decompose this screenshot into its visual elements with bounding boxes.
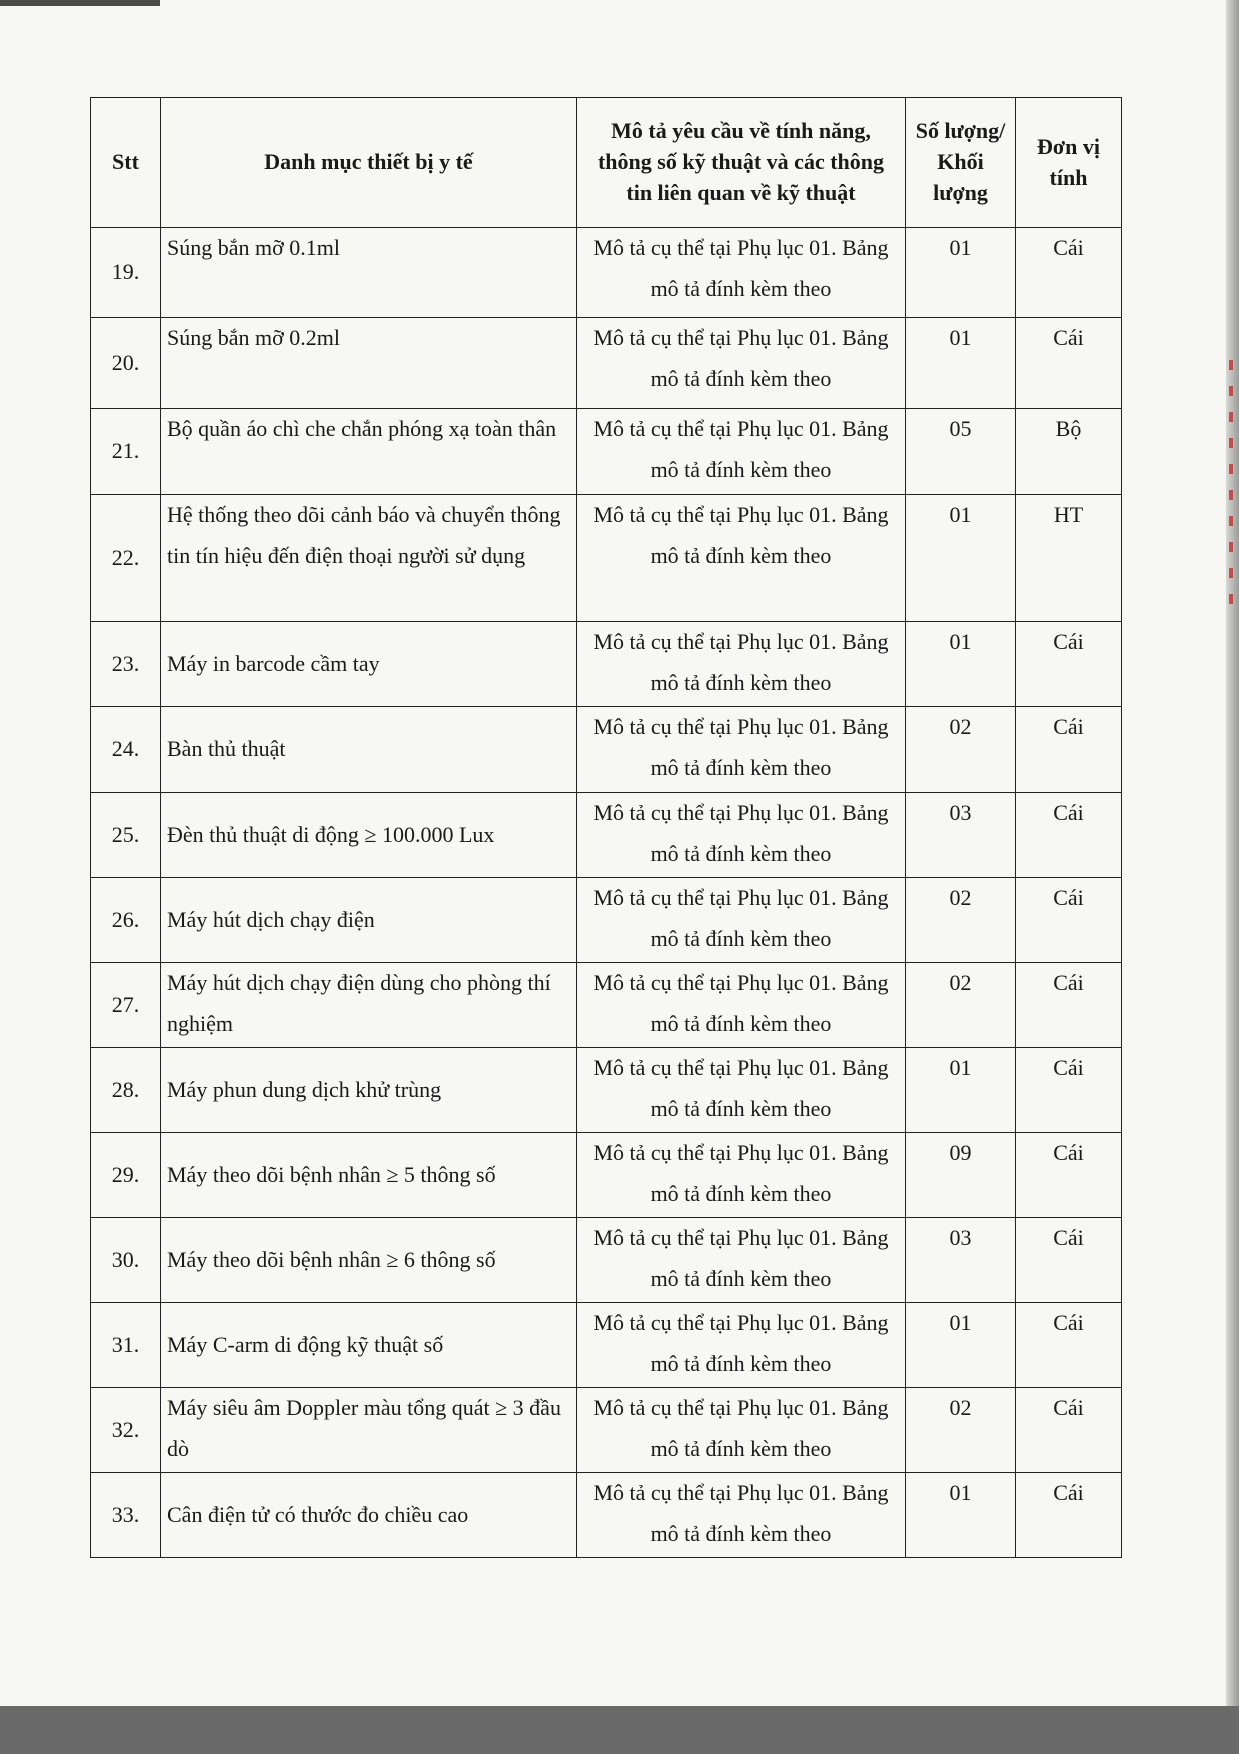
row-quantity: 01 bbox=[906, 318, 1016, 409]
table-row bbox=[91, 318, 1122, 409]
row-device-name: Máy phun dung dịch khử trùng bbox=[161, 1048, 577, 1133]
table-row bbox=[91, 1133, 1122, 1218]
row-description: Mô tả cụ thể tại Phụ lục 01. Bảng mô tả đính kèm theo bbox=[577, 1133, 906, 1218]
row-unit: Cái bbox=[1016, 793, 1122, 878]
row-unit: Cái bbox=[1016, 228, 1122, 318]
row-unit: Cái bbox=[1016, 1218, 1122, 1303]
row-device-name: Máy siêu âm Doppler màu tổng quát ≥ 3 đầu dò bbox=[161, 1388, 577, 1473]
row-quantity: 02 bbox=[906, 707, 1016, 793]
row-device-name: Máy hút dịch chạy điện bbox=[161, 878, 577, 963]
row-description: Mô tả cụ thể tại Phụ lục 01. Bảng mô tả đính kèm theo bbox=[577, 1388, 906, 1473]
row-description: Mô tả cụ thể tại Phụ lục 01. Bảng mô tả đính kèm theo bbox=[577, 1473, 906, 1558]
row-device-name: Bàn thủ thuật bbox=[161, 707, 577, 793]
table-row bbox=[91, 707, 1122, 793]
row-device-name: Cân điện tử có thước đo chiều cao bbox=[161, 1473, 577, 1558]
row-quantity: 02 bbox=[906, 1388, 1016, 1473]
row-device-name: Súng bắn mỡ 0.2ml bbox=[161, 318, 577, 409]
table-row bbox=[91, 1048, 1122, 1133]
row-stt: 24. bbox=[91, 707, 161, 793]
row-quantity: 01 bbox=[906, 1048, 1016, 1133]
row-stt: 28. bbox=[91, 1048, 161, 1133]
row-description: Mô tả cụ thể tại Phụ lục 01. Bảng mô tả đính kèm theo bbox=[577, 707, 906, 793]
row-device-name: Máy in barcode cầm tay bbox=[161, 622, 577, 707]
row-quantity: 03 bbox=[906, 793, 1016, 878]
table-row bbox=[91, 793, 1122, 878]
row-unit: Cái bbox=[1016, 1388, 1122, 1473]
row-stt: 21. bbox=[91, 409, 161, 495]
row-description: Mô tả cụ thể tại Phụ lục 01. Bảng mô tả đính kèm theo bbox=[577, 318, 906, 409]
row-stt: 26. bbox=[91, 878, 161, 963]
row-stt: 32. bbox=[91, 1388, 161, 1473]
row-unit: Cái bbox=[1016, 1303, 1122, 1388]
row-description: Mô tả cụ thể tại Phụ lục 01. Bảng mô tả đính kèm theo bbox=[577, 228, 906, 318]
row-stt: 25. bbox=[91, 793, 161, 878]
table-row bbox=[91, 495, 1122, 622]
header-unit: Đơn vị tính bbox=[1016, 98, 1122, 228]
row-description: Mô tả cụ thể tại Phụ lục 01. Bảng mô tả đính kèm theo bbox=[577, 409, 906, 495]
row-quantity: 03 bbox=[906, 1218, 1016, 1303]
scan-border bbox=[0, 0, 160, 6]
row-stt: 30. bbox=[91, 1218, 161, 1303]
row-description: Mô tả cụ thể tại Phụ lục 01. Bảng mô tả đính kèm theo bbox=[577, 1218, 906, 1303]
row-unit: Cái bbox=[1016, 1133, 1122, 1218]
table-row bbox=[91, 1388, 1122, 1473]
row-stt: 23. bbox=[91, 622, 161, 707]
table-header-row bbox=[91, 98, 1122, 228]
row-description: Mô tả cụ thể tại Phụ lục 01. Bảng mô tả đính kèm theo bbox=[577, 963, 906, 1048]
row-quantity: 01 bbox=[906, 495, 1016, 622]
header-stt: Stt bbox=[91, 98, 161, 228]
header-qty: Số lượng/ Khối lượng bbox=[906, 98, 1016, 228]
red-side-marks bbox=[1229, 360, 1233, 620]
row-description: Mô tả cụ thể tại Phụ lục 01. Bảng mô tả đính kèm theo bbox=[577, 878, 906, 963]
row-stt: 33. bbox=[91, 1473, 161, 1558]
row-device-name: Súng bắn mỡ 0.1ml bbox=[161, 228, 577, 318]
row-description: Mô tả cụ thể tại Phụ lục 01. Bảng mô tả đính kèm theo bbox=[577, 1303, 906, 1388]
row-stt: 27. bbox=[91, 963, 161, 1048]
row-quantity: 01 bbox=[906, 622, 1016, 707]
row-quantity: 05 bbox=[906, 409, 1016, 495]
table-row bbox=[91, 1473, 1122, 1558]
row-device-name: Đèn thủ thuật di động ≥ 100.000 Lux bbox=[161, 793, 577, 878]
table-body bbox=[91, 228, 1122, 1558]
table-row bbox=[91, 1303, 1122, 1388]
header-desc: Mô tả yêu cầu về tính năng, thông số kỹ thuật và các thông tin liên quan về kỹ thuật bbox=[577, 98, 906, 228]
row-unit: HT bbox=[1016, 495, 1122, 622]
row-unit: Cái bbox=[1016, 1048, 1122, 1133]
row-quantity: 01 bbox=[906, 228, 1016, 318]
table-row bbox=[91, 963, 1122, 1048]
header-name: Danh mục thiết bị y tế bbox=[161, 98, 577, 228]
equipment-table bbox=[90, 97, 1122, 1558]
row-description: Mô tả cụ thể tại Phụ lục 01. Bảng mô tả đính kèm theo bbox=[577, 622, 906, 707]
row-stt: 20. bbox=[91, 318, 161, 409]
row-description: Mô tả cụ thể tại Phụ lục 01. Bảng mô tả đính kèm theo bbox=[577, 1048, 906, 1133]
row-quantity: 02 bbox=[906, 963, 1016, 1048]
page-edge bbox=[1226, 0, 1239, 1706]
row-quantity: 01 bbox=[906, 1473, 1016, 1558]
row-quantity: 02 bbox=[906, 878, 1016, 963]
row-unit: Cái bbox=[1016, 1473, 1122, 1558]
row-quantity: 01 bbox=[906, 1303, 1016, 1388]
row-stt: 19. bbox=[91, 228, 161, 318]
row-quantity: 09 bbox=[906, 1133, 1016, 1218]
table-row bbox=[91, 878, 1122, 963]
row-device-name: Máy theo dõi bệnh nhân ≥ 6 thông số bbox=[161, 1218, 577, 1303]
row-stt: 29. bbox=[91, 1133, 161, 1218]
row-device-name: Máy C-arm di động kỹ thuật số bbox=[161, 1303, 577, 1388]
row-device-name: Bộ quần áo chì che chắn phóng xạ toàn thân bbox=[161, 409, 577, 495]
row-device-name: Máy hút dịch chạy điện dùng cho phòng thí nghiệm bbox=[161, 963, 577, 1048]
row-description: Mô tả cụ thể tại Phụ lục 01. Bảng mô tả đính kèm theo bbox=[577, 495, 906, 622]
row-unit: Cái bbox=[1016, 707, 1122, 793]
table-row bbox=[91, 622, 1122, 707]
row-unit: Cái bbox=[1016, 878, 1122, 963]
row-stt: 22. bbox=[91, 495, 161, 622]
row-unit: Bộ bbox=[1016, 409, 1122, 495]
table-row bbox=[91, 228, 1122, 318]
row-stt: 31. bbox=[91, 1303, 161, 1388]
table-row bbox=[91, 1218, 1122, 1303]
row-description: Mô tả cụ thể tại Phụ lục 01. Bảng mô tả đính kèm theo bbox=[577, 793, 906, 878]
row-unit: Cái bbox=[1016, 318, 1122, 409]
row-unit: Cái bbox=[1016, 963, 1122, 1048]
row-device-name: Hệ thống theo dõi cảnh báo và chuyển thông tin tín hiệu đến điện thoại người sử dụng bbox=[161, 495, 577, 622]
row-device-name: Máy theo dõi bệnh nhân ≥ 5 thông số bbox=[161, 1133, 577, 1218]
row-unit: Cái bbox=[1016, 622, 1122, 707]
table-row bbox=[91, 409, 1122, 495]
